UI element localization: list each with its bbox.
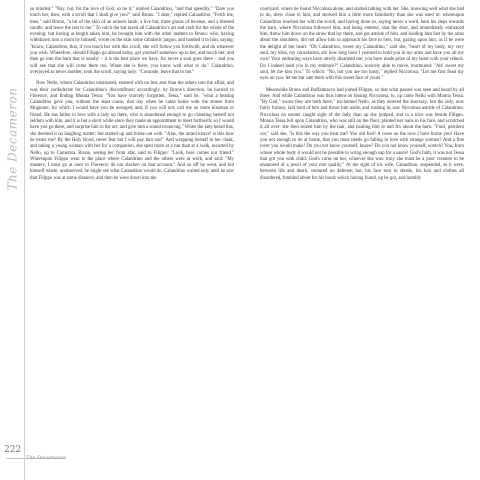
paragraph: so minded." "Nay, but, for the love of God, so be it," replied Calandrino, "and that speedily." "Dare you touch her, then, with a scroll that I shall give you?" said Bruno. "I dare," replied Calandrino. "Fetch me, then," said Bruno, "a bit of the skin of an unborn lamb, a live bat, three grains of incense, and a blessed candle; and leave the rest to me." To catch the bat taxed all Calandrino's art and craft for the whole of the evening; but having at length taken him, he brought him with the other matters to Bruno: who, having withdrawn into a room by himself, wrote on the skin some cabalistic jargon, and handed it to him, saying: "Know, Calandrino, that, if you touch her with this scroll, she will follow you forthwith, and do whatever you wish. Wherefore, should Filippo go abroad today, get yourself somehow up to her, and touch her; and then go into the barn that is nearby – it is the best place we have, for never a soul goes there – and you will see that she will come there too. When she is there, you know well what to do." Calandrino, overjoyed as never another, took the scroll, saying only: "Comrade, leave that to me." <box>30 7 234 75</box>
paragraph: courtyard, where he found Niccolosa alone, and started talking with her. She, knowing well what she had to do, drew close to him, and showed him a little more familiarity than she was used to: whereupon Calandrino touched her with the scroll, and having done so, saying never a word, bent his steps towards the barn, where Niccolosa followed him, and being entered, shut the door, and immediately embraced him, threw him down on the straw that lay there, and got astride of him, and holding him fast by the arms about the shoulders, did not allow him to approach his face to hers, but, gazing upon him, as if he were the delight of her heart: "Oh Calandrino, sweet my Calandrino," said she, "heart of my body, my very soul, my bliss, my consolation, ah! how long have I yearned to hold you in my arms and have you all my own! Your endearing ways have utterly disarmed me; you have made prize of my heart with your rebeck. Do I indeed hold you in my embrace?" Calandrino, scarcely able to move, murmured: "Ah! sweet my soul, let me kiss you." To which: "No, but you are too hasty," replied Niccolosa. "Let me first feast my eyes on you; let me but sate them with this sweet face of yours." <box>260 7 464 82</box>
page-number: 222 <box>4 445 22 455</box>
page-spine <box>0 0 25 480</box>
right-column <box>260 7 464 182</box>
left-column <box>30 7 234 182</box>
spine-title-text: The Decameron <box>5 87 20 191</box>
paragraph: Meanwhile Bruno and Buffalmacco had joined Filippo, so that what passed was seen and heard by all three. And while Calandrino was thus intent on kissing Niccolosa, lo, up came Nello with Monna Tessa. "By God," swore they are both there," exclaimed Nello, as they entered the doorway; but the lady, now fairly furious, laid hold of him and thrust him aside, and rushing in, saw Niccolosa astride of Calandrino. Niccolosa no sooner caught sight of the lady, than up she jumped, and in a trice was beside Filippo. Monna Tessa fell upon Calandrino, who was still on the floor, planted her nails in his face, and scratched it all over: she then seized him by the hair, and hauling him to and fro about the barn: "Foul, pestilent cur," said she, "is this the way you treat me? You old fool! A curse on the love I have borne you! Have you not enough to do at home, that you must needs go falling in love with strange women? And a fine lover you would make! Do you not know yourself, knave? Do you not know yourself, wretch? You, from whose whole body it would not be possible to wring enough sap for a sauce! God's faith, it was not Tessa that got you with child: God's curse on her, whoever she was: truly she must be a poor creature to be enamored of a jewel of your rare quality." At the sight of his wife, Calandrino, suspended, as it were, between life and death, ventured no defense; but, his face torn to shreds, his hair and clothes all disordered, fumbled about for his hood; which having found, up he got, and humbly <box>260 87 464 181</box>
running-footer: The Decameron <box>26 455 67 461</box>
paragraph: Now Nello, whom Calandrino mistrusted, entered with no less zest than the others into the affair, and was their confederate for Calandrino's discomfiture; accordingly, by Bruno's direction, he hurried to Florence, and finding Monna Tessa: "You have scarcely forgotten, Tessa," said he, "what a beating Calandrino gave you, without the least cause, that day when he came home with the stones from Mugnone; for which I would have you be avenged, and, if you will not, call me no more kinsman or friend. He has fallen in love with a lady up there, who is abandoned enough to go closeting herself not seldom with him, and it is but a short while since they made an appointment to meet forthwith: so I would have you go there, and surprise him in the act, and give him a sound trouncing." When the lady heard this, she deemed it no laughing matter; but started up and broke out with: "Alas, the arrant knave! is this how he treats me? By the Holy Rood, never fear but I will pay him out!" And wrapping herself in her cloak, and taking a young woman with her for a companion, she sped more at a run than at a walk, escorted by Nello, up to Camerata. Bruno, seeing her from afar, said to Filippo: "Look, here comes our friend." Whereupon Filippo went to the place where Calandrino and the others were at work, and said: "My masters, I must go at once to Florence; do not slacken on that account." And so off he went, and hid himself where, unobserved, he might see what Calandrino would do. Calandrino waited only until he saw that Filippo was at some distance, and then he went down into the <box>30 81 234 181</box>
spine-title <box>1 64 23 214</box>
